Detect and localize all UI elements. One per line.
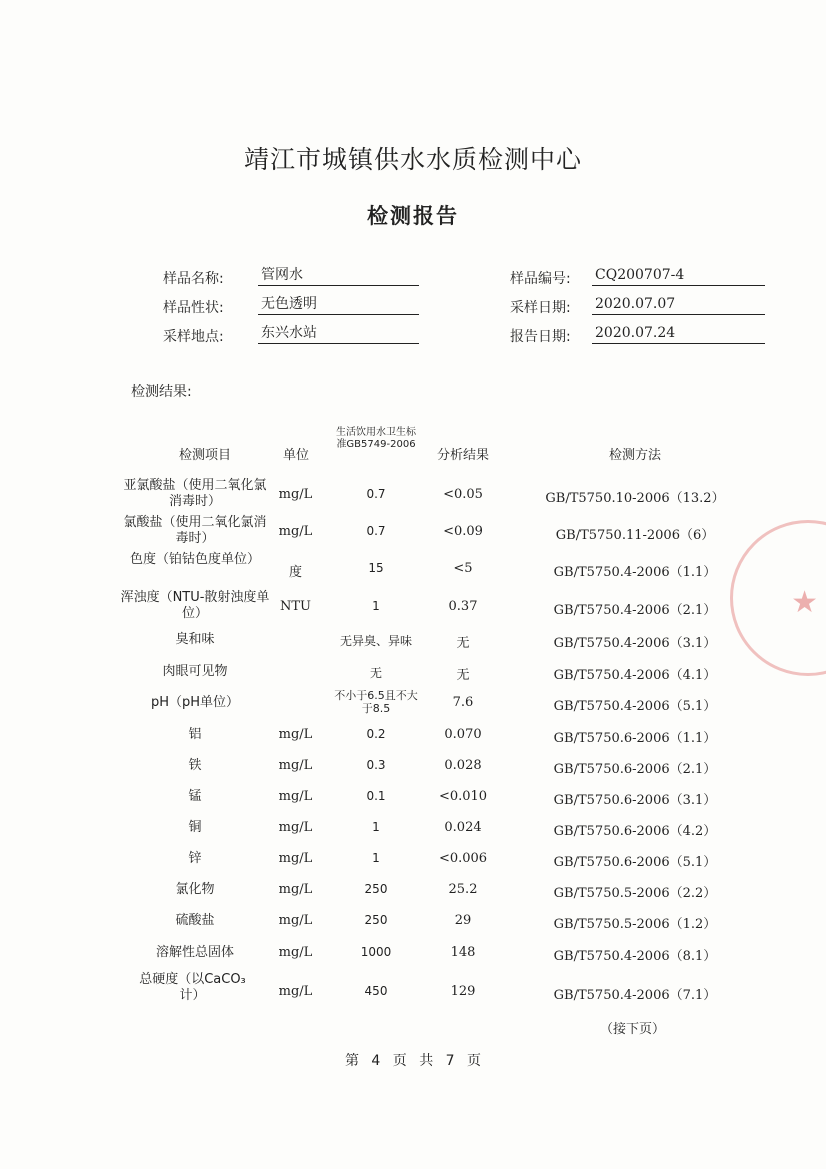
row-method: GB/T5750.5-2006（2.2） bbox=[553, 886, 717, 901]
header-result: 分析结果 bbox=[436, 448, 489, 463]
row-item: 浑浊度（NTU-散射浊度单位） bbox=[120, 590, 270, 621]
row-standard: 不小于6.5且不大于8.5 bbox=[334, 689, 418, 715]
row-standard: 250 bbox=[364, 882, 388, 896]
row-standard: 450 bbox=[364, 984, 388, 998]
row-method: GB/T5750.4-2006（4.1） bbox=[553, 668, 717, 683]
sampling-site-value: 东兴水站 bbox=[258, 324, 419, 344]
row-item: 亚氯酸盐（使用二氧化氯消毒时） bbox=[123, 478, 267, 509]
row-unit: mg/L bbox=[278, 945, 313, 960]
row-result: 25.2 bbox=[448, 882, 478, 897]
row-item: 色度（铂钴色度单位） bbox=[129, 552, 260, 567]
header-standard: 生活饮用水卫生标准GB5749-2006 bbox=[336, 427, 416, 450]
row-method: GB/T5750.6-2006（4.2） bbox=[553, 824, 717, 839]
row-unit: mg/L bbox=[278, 984, 313, 999]
row-unit: mg/L bbox=[278, 758, 313, 773]
row-unit: mg/L bbox=[278, 727, 313, 742]
sample-state-label: 样品性状: bbox=[163, 300, 224, 316]
continued-note: （接下页） bbox=[600, 1022, 666, 1037]
row-method: GB/T5750.6-2006（1.1） bbox=[553, 731, 717, 746]
row-method: GB/T5750.4-2006（8.1） bbox=[553, 949, 717, 964]
row-item: 臭和味 bbox=[175, 632, 215, 647]
row-standard: 0.3 bbox=[366, 758, 386, 772]
row-result: <0.010 bbox=[438, 789, 488, 804]
row-method: GB/T5750.6-2006（5.1） bbox=[553, 855, 717, 870]
row-unit: mg/L bbox=[278, 913, 313, 928]
row-item: 硫酸盐 bbox=[175, 913, 215, 928]
row-item: 铝 bbox=[188, 727, 202, 742]
row-result: <0.09 bbox=[443, 524, 483, 539]
row-standard: 1000 bbox=[360, 945, 392, 959]
row-result: 0.070 bbox=[444, 727, 482, 742]
row-unit: mg/L bbox=[278, 524, 313, 539]
row-result: 0.024 bbox=[444, 820, 482, 835]
report-date-value: 2020.07.24 bbox=[592, 324, 765, 344]
row-unit: NTU bbox=[279, 599, 311, 614]
row-unit: mg/L bbox=[278, 820, 313, 835]
row-result: 129 bbox=[450, 984, 476, 999]
row-method: GB/T5750.10-2006（13.2） bbox=[545, 491, 725, 506]
row-standard: 1 bbox=[372, 820, 380, 834]
row-method: GB/T5750.4-2006（7.1） bbox=[553, 988, 717, 1003]
row-item: 溶解性总固体 bbox=[155, 945, 234, 960]
row-item: 氯酸盐（使用二氧化氯消毒时） bbox=[123, 515, 267, 546]
sample-name-label: 样品名称: bbox=[163, 271, 224, 287]
row-standard: 1 bbox=[372, 599, 380, 613]
row-item: pH（pH单位） bbox=[150, 695, 240, 710]
row-result: <0.05 bbox=[443, 487, 483, 502]
header-unit: 单位 bbox=[282, 448, 309, 463]
row-item: 氯化物 bbox=[175, 882, 215, 897]
row-result: 148 bbox=[450, 945, 476, 960]
row-item: 总硬度（以CaCO₃计） bbox=[139, 972, 246, 1003]
row-result: <0.006 bbox=[438, 851, 488, 866]
row-result: 7.6 bbox=[452, 695, 474, 710]
row-standard: 无异臭、异味 bbox=[339, 634, 412, 648]
row-item: 锰 bbox=[188, 789, 202, 804]
row-item: 锌 bbox=[188, 851, 202, 866]
row-method: GB/T5750.5-2006（1.2） bbox=[553, 917, 717, 932]
row-item: 铁 bbox=[188, 758, 202, 773]
row-standard: 1 bbox=[372, 851, 380, 865]
row-method: GB/T5750.4-2006（1.1） bbox=[553, 565, 717, 580]
row-unit: 度 bbox=[288, 565, 302, 580]
row-unit: mg/L bbox=[278, 789, 313, 804]
row-result: 0.028 bbox=[444, 758, 482, 773]
sample-state-value: 无色透明 bbox=[258, 295, 419, 315]
sampling-date-label: 采样日期: bbox=[510, 300, 571, 316]
row-result: <5 bbox=[453, 561, 473, 576]
page-number: 第 4 页 共 7 页 bbox=[344, 1053, 482, 1069]
sampling-site-label: 采样地点: bbox=[163, 329, 224, 345]
report-title: 检测报告 bbox=[367, 204, 459, 228]
report-date-label: 报告日期: bbox=[510, 329, 571, 345]
header-item: 检测项目 bbox=[178, 448, 231, 463]
row-standard: 0.1 bbox=[366, 789, 386, 803]
header-method: 检测方法 bbox=[608, 448, 661, 463]
row-method: GB/T5750.6-2006（2.1） bbox=[553, 762, 717, 777]
row-standard: 0.7 bbox=[366, 524, 386, 538]
row-method: GB/T5750.4-2006（5.1） bbox=[553, 699, 717, 714]
sampling-date-value: 2020.07.07 bbox=[592, 295, 765, 315]
org-title: 靖江市城镇供水水质检测中心 bbox=[243, 145, 582, 174]
row-method: GB/T5750.6-2006（3.1） bbox=[553, 793, 717, 808]
row-unit: mg/L bbox=[278, 851, 313, 866]
row-standard: 无 bbox=[369, 666, 382, 680]
seal-star-icon: ★ bbox=[791, 585, 818, 620]
row-unit: mg/L bbox=[278, 487, 313, 502]
row-standard: 15 bbox=[368, 561, 384, 575]
sample-no-value: CQ200707-4 bbox=[592, 266, 765, 286]
row-unit: mg/L bbox=[278, 882, 313, 897]
row-method: GB/T5750.4-2006（3.1） bbox=[553, 636, 717, 651]
row-method: GB/T5750.11-2006（6） bbox=[555, 528, 715, 543]
row-result: 29 bbox=[454, 913, 472, 928]
results-label: 检测结果: bbox=[131, 384, 192, 400]
row-result: 0.37 bbox=[448, 599, 478, 614]
row-method: GB/T5750.4-2006（2.1） bbox=[553, 603, 717, 618]
row-result: 无 bbox=[456, 636, 470, 651]
sample-no-label: 样品编号: bbox=[510, 271, 571, 287]
row-item: 肉眼可见物 bbox=[162, 664, 228, 679]
sample-name-value: 管网水 bbox=[258, 266, 419, 286]
row-standard: 250 bbox=[364, 913, 388, 927]
row-standard: 0.2 bbox=[366, 727, 386, 741]
row-item: 铜 bbox=[188, 820, 202, 835]
row-standard: 0.7 bbox=[366, 487, 386, 501]
row-result: 无 bbox=[456, 668, 470, 683]
